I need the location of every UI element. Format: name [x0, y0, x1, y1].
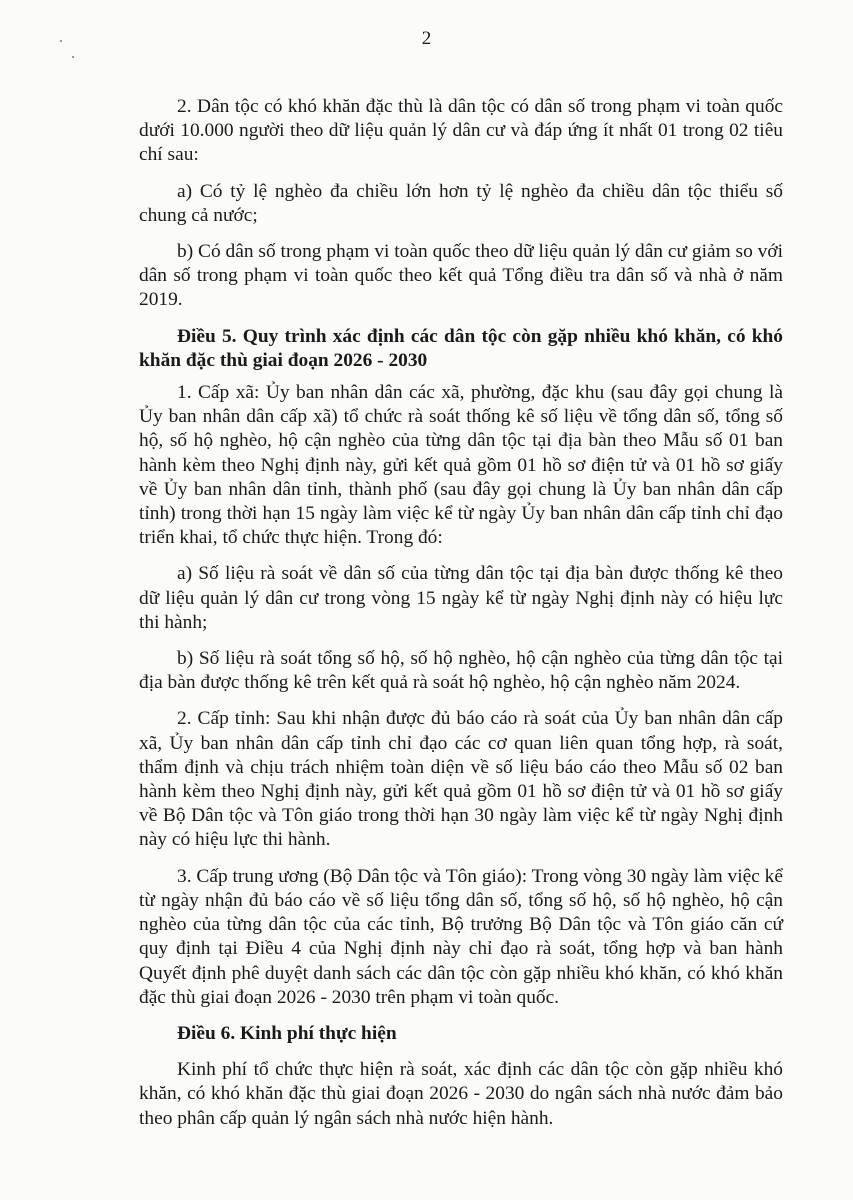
document-body [139, 95, 783, 1143]
central-level-paragraph: 3. Cấp trung ương (Bộ Dân tộc và Tôn giáo): Trong vòng 30 ngày làm việc kể từ ngày nhận đủ báo cáo về số liệu tổng dân số, tổng số hộ, số hộ nghèo, hộ cận nghèo của từng dân tộc của các tỉnh, Bộ trưởng Bộ Dân tộc và Tôn giáo căn cứ quy định tại Điều 4 của Nghị định này chỉ đạo rà soát, tổng hợp và ban hành Quyết định phê duyệt danh sách các dân tộc còn gặp nhiều khó khăn, có khó khăn đặc thù giai đoạn 2026 - 2030 trên phạm vi toàn quốc. [139, 865, 783, 1008]
province-level-paragraph: 2. Cấp tỉnh: Sau khi nhận được đủ báo cáo rà soát của Ủy ban nhân dân cấp xã, Ủy ban nhân dân cấp tỉnh chỉ đạo các cơ quan liên quan tổng hợp, rà soát, thẩm định và chịu trách nhiệm toàn diện về số liệu báo cáo theo Mẫu số 02 ban hành kèm theo Nghị định này, gửi kết quả gồm 01 hồ sơ điện tử và 01 hồ sơ giấy về Bộ Dân tộc và Tôn giáo trong thời hạn 30 ngày làm việc kể từ ngày Nghị định này có hiệu lực thi hành. [139, 708, 783, 851]
criterion-a-paragraph: a) Có tỷ lệ nghèo đa chiều lớn hơn tỷ lệ nghèo đa chiều dân tộc thiểu số chung cả nước; [139, 180, 783, 226]
criterion-b-paragraph: b) Có dân số trong phạm vi toàn quốc theo dữ liệu quản lý dân cư giảm so với dân số trong phạm vi toàn quốc theo kết quả Tổng điều tra dân số và nhà ở năm 2019. [139, 241, 783, 311]
commune-item-b-paragraph: b) Số liệu rà soát tổng số hộ, số hộ nghèo, hộ cận nghèo của từng dân tộc tại địa bàn được thống kê trên kết quả rà soát hộ nghèo, hộ cận nghèo năm 2024. [139, 648, 783, 694]
scan-speck [72, 56, 74, 58]
funding-paragraph: Kinh phí tổ chức thực hiện rà soát, xác định các dân tộc còn gặp nhiều khó khăn, có khó khăn đặc thù giai đoạn 2026 - 2030 do ngân sách nhà nước đảm bảo theo phân cấp quản lý ngân sách nhà nước hiện hành. [139, 1059, 783, 1129]
commune-item-a-paragraph: a) Số liệu rà soát về dân số của từng dân tộc tại địa bàn được thống kê theo dữ liệu quản lý dân cư trong vòng 15 ngày kể từ ngày Nghị định này có hiệu lực thi hành; [139, 563, 783, 633]
commune-level-paragraph: 1. Cấp xã: Ủy ban nhân dân các xã, phường, đặc khu (sau đây gọi chung là Ủy ban nhân dân cấp xã) tổ chức rà soát thống kê số liệu về tổng dân số, tổng số hộ, số hộ nghèo, hộ cận nghèo của từng dân tộc tại địa bàn theo Mẫu số 01 ban hành kèm theo Nghị định này, gửi kết quả gồm 01 hồ sơ điện tử và 01 hồ sơ giấy về Ủy ban nhân dân tỉnh, thành phố (sau đây gọi chung là Ủy ban nhân dân cấp tỉnh) trong thời hạn 15 ngày làm việc kể từ ngày Ủy ban nhân dân cấp tỉnh chỉ đạo triển khai, tổ chức thực hiện. Trong đó: [139, 382, 783, 549]
article-5-heading: Điều 5. Quy trình xác định các dân tộc còn gặp nhiều khó khăn, có khó khăn đặc thù giai đoạn 2026 - 2030 [139, 325, 783, 371]
clause-2-paragraph: 2. Dân tộc có khó khăn đặc thù là dân tộc có dân số trong phạm vi toàn quốc dưới 10.000 người theo dữ liệu quản lý dân cư và đáp ứng ít nhất 01 trong 02 tiêu chí sau: [139, 96, 783, 166]
page-number: 2 [421, 28, 432, 49]
article-6-heading: Điều 6. Kinh phí thực hiện [177, 1022, 397, 1044]
